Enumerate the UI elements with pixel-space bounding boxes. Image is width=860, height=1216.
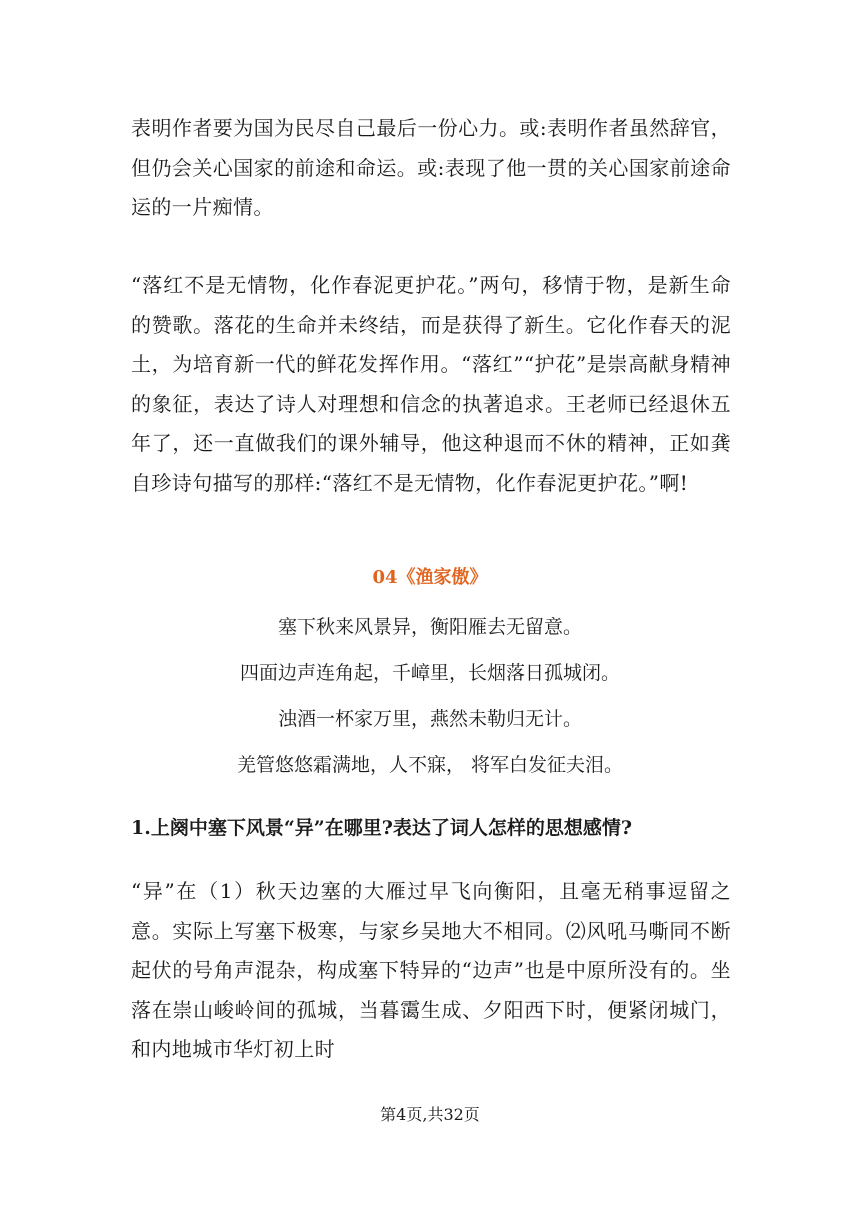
paragraph-luohong-analysis: “落红不是无情物，化作春泥更护花。”两句，移情于物，是新生命的赞歌。落花的生命并未终结，而是获得了新生。它化作春天的泥土，为培育新一代的鲜花发挥作用。“落红”“护花”是崇高献身精神的象征，表达了诗人对理想和信念的执著追求。王老师已经退休五年了，还一直做我们的课外辅导，他这种退而不休的精神，正如龚自珍诗句描写的那样:“落红不是无情物，化作春泥更护花。”啊! (131, 273, 731, 495)
section-heading: 04《渔家傲》 (372, 567, 488, 588)
poem-text (0, 604, 860, 788)
question-heading: 1.上阕中塞下风景“异”在哪里?表达了词人怎样的思想感情? (131, 817, 632, 839)
poem-line: 塞下秋来风景异，衡阳雁去无留意。 (277, 616, 582, 638)
poem-line: 四面边声连角起，千嶂里，长烟落日孤城闭。 (239, 662, 620, 684)
poem-line: 羌管悠悠霜满地，人不寐， 将军白发征夫泪。 (236, 754, 624, 776)
paragraph-answer: “异”在（1）秋天边塞的大雁过早飞向衡阳，且毫无稍事逗留之意。实际上写塞下极寒，与家乡吴地大不相同。⑵风吼马嘶同不断起伏的号角声混杂，构成塞下特异的“边声”也是中原所没有的。坐落在崇山峻岭间的孤城，当暮霭生成、夕阳西下时，便紧闭城门，和内地城市华灯初上时 (131, 879, 731, 1061)
page-number-footer: 第4页,共32页 (380, 1105, 480, 1124)
poem-line: 浊酒一杯家万里，燕然未勒归无计。 (277, 708, 582, 730)
paragraph-answer-continuation: 表明作者要为国为民尽自己最后一份心力。或:表明作者虽然辞官，但仍会关心国家的前途和命运。或:表现了他一贯的关心国家前途命运的一片痴情。 (131, 116, 731, 219)
